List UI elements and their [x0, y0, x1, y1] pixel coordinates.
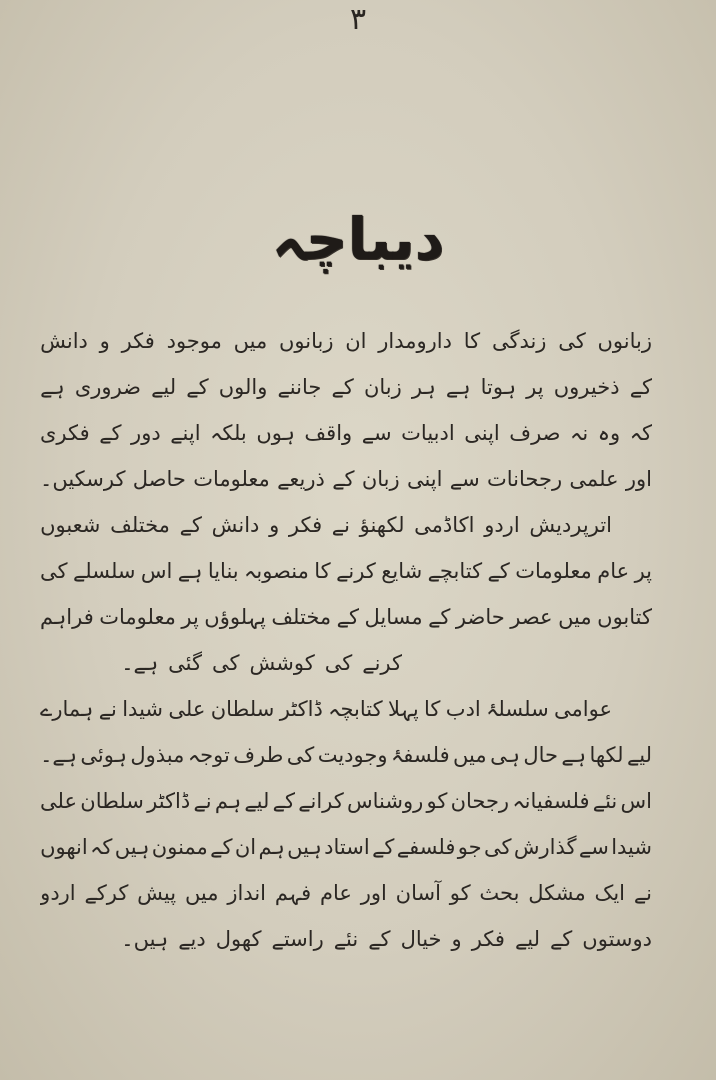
text-line	[40, 640, 652, 686]
text-word: پیش	[137, 881, 177, 905]
text-word: ہے	[561, 743, 586, 767]
text-word: ہے	[177, 559, 203, 583]
text-word: معلومات	[193, 467, 270, 491]
text-word: کے	[272, 789, 295, 813]
text-word: ممنون	[151, 835, 208, 859]
text-word: گئی	[168, 651, 203, 675]
text-word: کرانے	[298, 789, 344, 813]
text-word: استاد	[324, 835, 370, 859]
text-word: لکھنؤ	[359, 513, 405, 537]
text-word: کی	[324, 651, 353, 675]
text-word: و	[269, 513, 280, 537]
text-word: شعبوں	[40, 513, 101, 537]
text-word: رجحان	[450, 789, 510, 813]
text-word: عام	[319, 881, 352, 905]
text-word: خیال	[400, 927, 442, 951]
text-word: اردو	[40, 881, 76, 905]
text-word: فکری	[40, 421, 90, 445]
text-word: معلومات	[515, 559, 592, 583]
text-word: بنایا	[207, 559, 239, 583]
text-word: ذخیروں	[553, 375, 620, 399]
text-word: فہم	[274, 881, 312, 905]
text-word: نئے	[592, 789, 618, 813]
text-word: کتابوں	[597, 605, 652, 629]
text-word: سلسلے	[72, 559, 136, 583]
text-word: زبان	[361, 467, 400, 491]
text-word: کے	[336, 605, 359, 629]
text-word: میں	[184, 881, 219, 905]
text-word: کے	[99, 421, 122, 445]
text-word: ہوتا	[480, 375, 517, 399]
text-line	[40, 732, 652, 778]
text-word: کے	[629, 375, 652, 399]
text-word: روشناس	[347, 789, 424, 813]
text-word: ہے۔	[121, 651, 159, 675]
text-word: زبان	[363, 375, 402, 399]
text-word: ان	[234, 835, 257, 859]
text-word: بلکہ	[210, 421, 247, 445]
text-word: زندگی	[491, 329, 547, 353]
text-line	[40, 318, 652, 364]
text-word: کی	[212, 651, 240, 675]
text-word: لیے	[151, 375, 177, 399]
text-word: کتابچہ	[328, 697, 383, 721]
text-word: فلسفیانہ	[512, 789, 590, 813]
text-word: مختلف	[271, 605, 332, 629]
text-word: عام	[597, 559, 630, 583]
text-word: اس	[140, 559, 173, 583]
text-word: علی	[40, 789, 78, 813]
text-word: ہے	[40, 375, 65, 399]
text-word: شیدا	[122, 697, 164, 721]
text-word: ہمارے	[40, 697, 94, 721]
text-line	[40, 870, 652, 916]
text-word: وجودیت	[317, 743, 388, 767]
text-word: دانش	[40, 329, 88, 353]
text-word: دیے	[178, 927, 206, 951]
text-word: ہیں	[114, 835, 150, 859]
text-word: کا	[424, 697, 441, 721]
text-word: فکر	[288, 513, 323, 537]
text-word: وہ	[597, 421, 621, 445]
text-word: کہ	[629, 421, 652, 445]
text-word: دارومدار	[378, 329, 452, 353]
text-word: کے	[368, 927, 391, 951]
text-word: رجحانات	[487, 467, 563, 491]
text-word: مختلف	[110, 513, 170, 537]
text-word: اپنی	[464, 421, 500, 445]
text-word: میں	[558, 605, 592, 629]
text-word: والوں	[218, 375, 268, 399]
text-word: حاضر	[455, 605, 505, 629]
text-word: انداز	[227, 881, 267, 905]
text-word: فکر	[471, 927, 505, 951]
text-word: کو	[426, 789, 448, 813]
text-word: فلسفۂ	[390, 743, 450, 767]
text-word: آسان	[395, 881, 441, 905]
text-word: نے	[98, 697, 117, 721]
text-word: کتابچے	[427, 559, 483, 583]
text-word: کوشش	[249, 651, 315, 675]
text-word: و	[451, 927, 462, 951]
text-word: پر	[526, 375, 544, 399]
text-word: اور	[360, 881, 387, 905]
text-word: سلسلۂ	[486, 697, 549, 721]
text-word: سلطان	[210, 697, 275, 721]
text-word: علمی	[569, 467, 619, 491]
text-line	[40, 548, 652, 594]
text-word: اترپردیش	[529, 513, 612, 537]
text-word: نئے	[333, 927, 359, 951]
text-word: ہم	[258, 835, 285, 859]
text-word: حاصل	[132, 467, 186, 491]
text-word: کے	[428, 605, 451, 629]
text-word: ہم	[214, 789, 242, 813]
text-word: فلسفے	[396, 835, 456, 859]
page-number: ۳	[349, 2, 367, 37]
text-word: منصوبہ	[244, 559, 309, 583]
text-line	[40, 594, 652, 640]
text-word: زبانوں	[278, 329, 334, 353]
text-word: دور	[131, 421, 161, 445]
text-word: ڈاکٹر	[279, 697, 323, 721]
text-word: سے	[361, 421, 392, 445]
text-word: کرنے	[336, 559, 376, 583]
text-word: کے	[487, 559, 510, 583]
text-word: ذریعے	[277, 467, 325, 491]
text-word: علی	[168, 697, 206, 721]
text-word: دوستوں	[582, 927, 652, 951]
text-word: و	[99, 329, 110, 353]
text-word: لکھا	[589, 743, 624, 767]
text-word: ہوئی	[80, 743, 127, 767]
text-word: شایع	[381, 559, 423, 583]
text-word: کی	[40, 559, 68, 583]
text-word: کرکے	[84, 881, 129, 905]
text-line	[40, 778, 652, 824]
text-word: عصر	[510, 605, 553, 629]
text-word: موجود	[166, 329, 222, 353]
text-line	[40, 824, 652, 870]
text-word: جاننے	[277, 375, 322, 399]
text-word: ہے۔	[40, 743, 77, 767]
text-word: مشکل	[528, 881, 586, 905]
text-word: کا	[314, 559, 331, 583]
text-word: پہلا	[387, 697, 419, 721]
text-word: کھول	[215, 927, 262, 951]
text-word: طرف	[233, 743, 284, 767]
text-line	[40, 410, 652, 456]
text-word: ادبیات	[401, 421, 455, 445]
text-word: اپنی	[406, 467, 443, 491]
text-word: نے	[193, 789, 212, 813]
text-word: دانش	[211, 513, 260, 537]
text-word: ہی	[490, 743, 520, 767]
text-word: فراہم	[40, 605, 94, 629]
text-word: کرنے	[362, 651, 402, 675]
text-word: کی	[286, 743, 315, 767]
text-word: لیے	[244, 789, 270, 813]
text-word: اکاڈمی	[414, 513, 475, 537]
text-word: انھوں	[40, 835, 88, 859]
text-word: توجہ	[187, 743, 230, 767]
text-line	[40, 456, 652, 502]
text-word: نے	[331, 513, 350, 537]
text-word: کرسکیں۔	[40, 467, 126, 491]
text-line	[40, 502, 652, 548]
text-word: پر	[181, 605, 199, 629]
text-word: جو	[457, 835, 482, 859]
text-word: ان	[345, 329, 367, 353]
text-word: مبذول	[130, 743, 185, 767]
text-word: کے	[331, 375, 354, 399]
text-word: کے	[549, 927, 573, 951]
text-word: اور	[625, 467, 652, 491]
text-word: سے	[449, 467, 480, 491]
text-word: نے	[633, 881, 652, 905]
preface-body	[40, 318, 652, 962]
text-word: اپنے	[170, 421, 201, 445]
text-word: ہوں	[256, 421, 295, 445]
text-word: سے	[578, 835, 609, 859]
text-line	[40, 364, 652, 410]
text-word: گذارش	[513, 835, 577, 859]
text-line	[40, 686, 652, 732]
page-heading: دیباچہ	[271, 205, 445, 273]
text-word: پر	[634, 559, 652, 583]
text-word: اس	[620, 789, 652, 813]
text-word: کے	[186, 375, 209, 399]
text-word: شیدا	[611, 835, 652, 859]
text-word: ہے	[445, 375, 471, 399]
text-word: کا	[463, 329, 481, 353]
text-word: کو	[449, 881, 471, 905]
text-word: میں	[453, 743, 487, 767]
text-word: لیے	[514, 927, 540, 951]
text-word: صرف	[509, 421, 561, 445]
text-word: عوامی	[554, 697, 612, 721]
text-word: کے	[179, 513, 202, 537]
text-word: اردو	[484, 513, 520, 537]
text-word: کے	[210, 835, 233, 859]
text-word: مسایل	[364, 605, 423, 629]
text-word: کی	[558, 329, 586, 353]
text-word: میں	[233, 329, 268, 353]
text-word: ہر	[411, 375, 436, 399]
text-word: سلطان	[80, 789, 144, 813]
text-word: بحث	[479, 881, 520, 905]
text-word: ضروری	[74, 375, 141, 399]
text-word: ہیں	[287, 835, 322, 859]
text-word: معلومات	[99, 605, 176, 629]
text-word: فکر	[121, 329, 155, 353]
text-line	[40, 916, 652, 962]
text-word: کی	[484, 835, 512, 859]
text-word: کے	[372, 835, 395, 859]
text-word: حال	[523, 743, 558, 767]
text-word: ہیں۔	[121, 927, 169, 951]
text-word: راستے	[271, 927, 324, 951]
text-word: کہ	[90, 835, 113, 859]
text-word: لیے	[626, 743, 652, 767]
text-word: پہلوؤں	[204, 605, 266, 629]
text-word: ایک	[594, 881, 626, 905]
text-word: واقف	[304, 421, 353, 445]
text-word: زبانوں	[597, 329, 652, 353]
text-word: ڈاکٹر	[147, 789, 191, 813]
text-word: نہ	[570, 421, 589, 445]
text-word: ادب	[445, 697, 481, 721]
text-word: کے	[332, 467, 355, 491]
